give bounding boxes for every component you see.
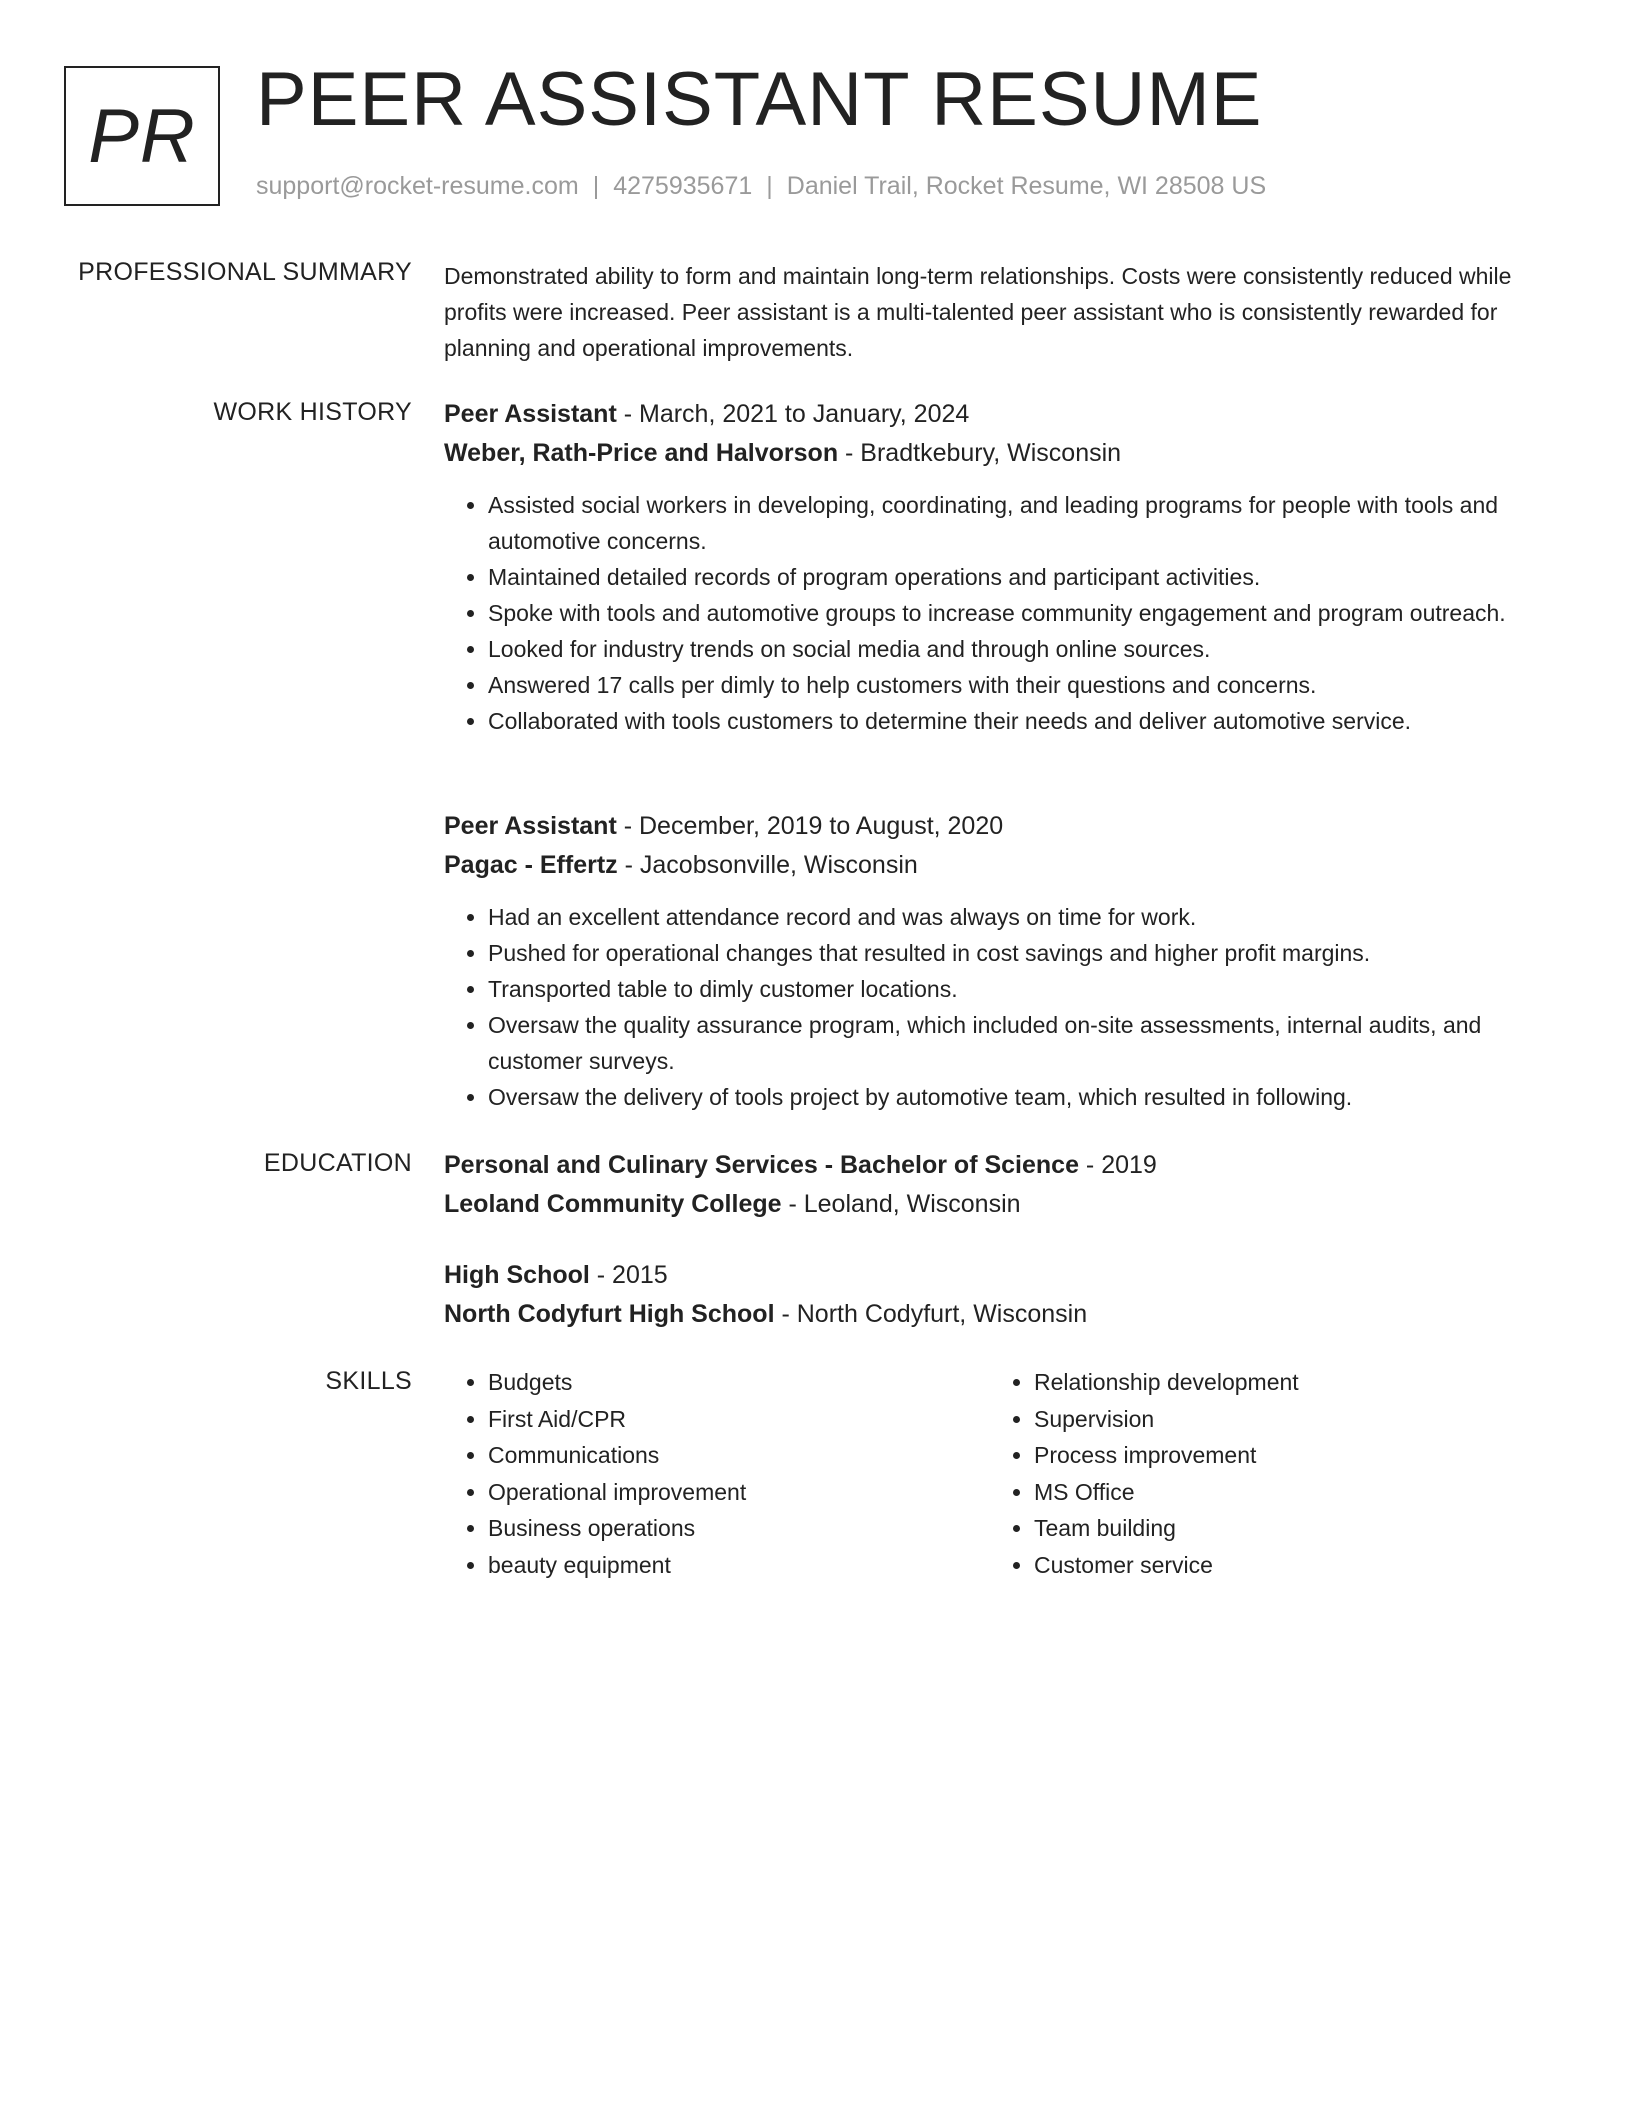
skills-list-right [990,1364,1299,1583]
list-item: • beauty equipment [488,1547,746,1584]
section-label-summary: PROFESSIONAL SUMMARY [78,258,412,286]
list-item: • First Aid/CPR [488,1401,746,1438]
list-item: • Budgets [488,1364,746,1401]
education-year: - 2015 [589,1261,668,1289]
list-item: • Process improvement [1034,1437,1299,1474]
education-year: - 2019 [1078,1151,1157,1179]
list-item: • Maintained detailed records of program operations and participant activities. [488,559,1554,595]
education-degree: High School [444,1261,590,1289]
list-item: • Communications [488,1437,746,1474]
education-degree-line [444,1146,1554,1185]
job-bullet-list [444,487,1554,739]
contact-line [256,172,1266,201]
list-item: • Customer service [1034,1547,1299,1584]
skills-grid [444,1364,1554,1594]
contact-address: Daniel Trail, Rocket Resume, WI 28508 US [786,172,1267,200]
contact-phone[interactable]: 4275935671 [613,172,753,200]
education-degree: Personal and Culinary Services - Bachelor of Science [444,1151,1079,1179]
list-item: • MS Office [1034,1474,1299,1511]
list-item: • Oversaw the quality assurance program, which included on-site assessments, internal audits, and customer surveys. [488,1007,1554,1079]
job-entry [444,807,1554,1115]
education-location: - North Codyfurt, Wisconsin [774,1300,1088,1328]
education-school-line [444,1295,1554,1334]
list-item: • Team building [1034,1510,1299,1547]
list-item: • Business operations [488,1510,746,1547]
job-entry [444,395,1554,739]
education-location: - Leoland, Wisconsin [781,1190,1021,1218]
job-title-line [444,807,1554,846]
list-item: • Spoke with tools and automotive groups to increase community engagement and program outreach. [488,595,1554,631]
education-school: North Codyfurt High School [444,1300,775,1328]
job-title-line [444,395,1554,434]
job-dates: - March, 2021 to January, 2024 [616,400,970,428]
summary-text: Demonstrated ability to form and maintain long-term relationships. Costs were consistently reduced while profits were increased. Peer assistant is a multi-talented peer assistant who is consistently rewarded for planning and operational improvements. [444,263,1512,361]
list-item: • Oversaw the delivery of tools project by automotive team, which resulted in following. [488,1079,1554,1115]
job-company-line [444,846,1554,885]
job-company-line [444,434,1554,473]
education-school-line [444,1185,1554,1224]
monogram-logo: PR [64,66,220,206]
list-item: • Had an excellent attendance record and was always on time for work. [488,899,1554,935]
list-item: • Collaborated with tools customers to determine their needs and deliver automotive service. [488,703,1554,739]
contact-separator: | [592,172,600,200]
job-location: - Jacobsonville, Wisconsin [617,851,918,879]
list-item: • Transported table to dimly customer locations. [488,971,1554,1007]
education-entry [444,1146,1554,1224]
section-label-skills: SKILLS [325,1367,412,1395]
job-title: Peer Assistant [444,400,617,428]
resume-title: PEER ASSISTANT RESUME [256,57,1263,142]
list-item: • Supervision [1034,1401,1299,1438]
list-item: • Relationship development [1034,1364,1299,1401]
job-location: - Bradtkebury, Wisconsin [838,439,1122,467]
list-item: • Assisted social workers in developing, coordinating, and leading programs for people with tools and automotive concerns. [488,487,1554,559]
job-bullet-list [444,899,1554,1115]
job-dates: - December, 2019 to August, 2020 [616,812,1004,840]
list-item: • Operational improvement [488,1474,746,1511]
contact-email[interactable]: support@rocket-resume.com [256,172,579,200]
job-company: Pagac - Effertz [444,851,618,879]
list-item: • Answered 17 calls per dimly to help customers with their questions and concerns. [488,667,1554,703]
section-label-education: EDUCATION [263,1149,412,1177]
education-degree-line [444,1256,1554,1295]
education-school: Leoland Community College [444,1190,782,1218]
education-entry [444,1256,1554,1334]
section-label-work-history: WORK HISTORY [213,398,412,426]
skills-list-left [444,1364,746,1583]
list-item: • Looked for industry trends on social media and through online sources. [488,631,1554,667]
job-title: Peer Assistant [444,812,617,840]
list-item: • Pushed for operational changes that resulted in cost savings and higher profit margins. [488,935,1554,971]
contact-separator: | [766,172,773,200]
job-company: Weber, Rath-Price and Halvorson [444,439,839,467]
